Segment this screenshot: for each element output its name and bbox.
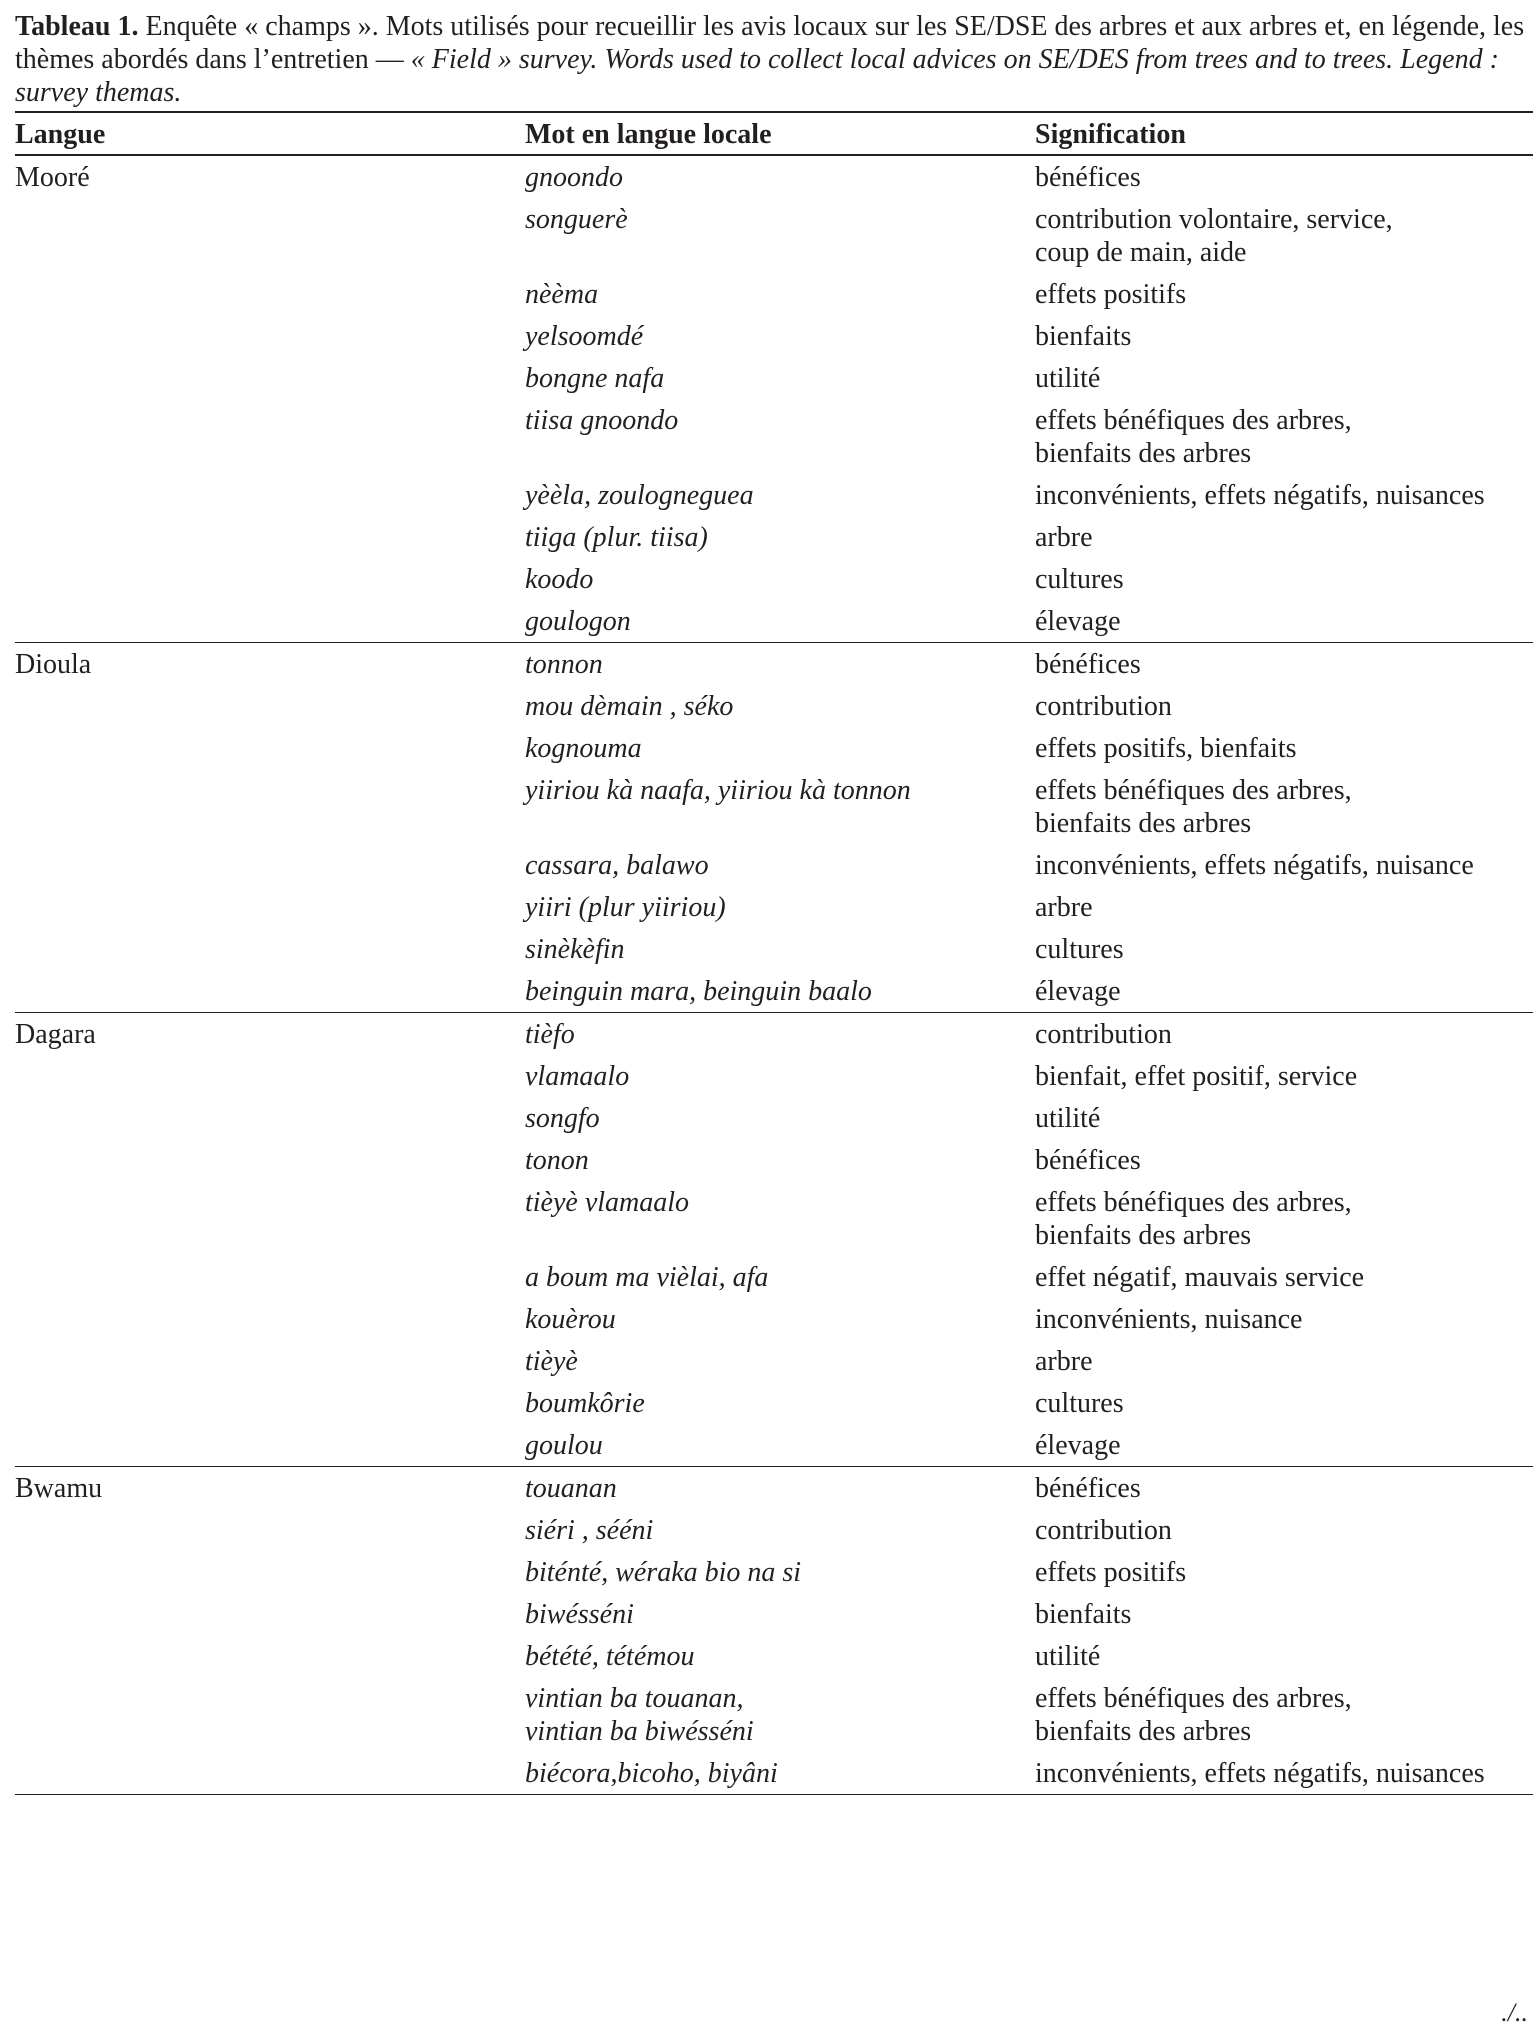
language-cell <box>15 769 525 844</box>
table-row <box>15 1340 1533 1382</box>
meaning-cell: effets bénéfiques des arbres, bienfaits des arbres <box>1035 1683 1352 1747</box>
meaning-cell: effets positifs <box>1035 279 1187 310</box>
language-cell <box>15 1055 525 1097</box>
table-row <box>15 1055 1533 1097</box>
table-row <box>15 474 1533 516</box>
meaning-cell: contribution volontaire, service, coup de main, aide <box>1035 204 1393 268</box>
language-cell: Mooré <box>15 162 90 193</box>
caption-text-en: « Field » survey. Words used to collect local advices on SE/DES from trees and to trees. Legend : survey themas. <box>15 44 1499 108</box>
meaning-cell: inconvénients, effets négatifs, nuisances <box>1035 1752 1533 1795</box>
meaning-cell: bénéfices <box>1035 1467 1533 1510</box>
table-row <box>15 1298 1533 1340</box>
meaning-cell: effets bénéfiques des arbres, bienfaits des arbres <box>1035 1187 1352 1251</box>
language-cell: Bwamu <box>15 1467 525 1510</box>
language-cell <box>15 1382 525 1424</box>
table-row <box>15 558 1533 600</box>
meaning-cell: élevage <box>1035 976 1121 1007</box>
table-row <box>15 198 1533 273</box>
meaning-cell: effet négatif, mauvais service <box>1035 1262 1365 1293</box>
table-row <box>15 1677 1533 1752</box>
local-word-cell: kognouma <box>525 733 642 764</box>
language-cell <box>15 928 525 970</box>
document-page <box>15 10 1535 1795</box>
header-meaning: Signification <box>1035 112 1533 155</box>
local-word-cell: tièyè vlamaalo <box>525 1187 690 1218</box>
meaning-cell: effets bénéfiques des arbres, bienfaits des arbres <box>1035 405 1352 469</box>
local-word-cell: a boum ma vièlai, afa <box>525 1262 769 1293</box>
local-word-cell: boumkôrie <box>525 1388 645 1419</box>
table-row <box>15 1382 1533 1424</box>
header-language: Langue <box>15 112 525 155</box>
meaning-cell: cultures <box>1035 1388 1124 1419</box>
table-row <box>15 1551 1533 1593</box>
local-word-cell: biécora,bicoho, biyâni <box>525 1752 1035 1795</box>
table-row <box>15 1752 1533 1795</box>
meaning-cell: bienfaits <box>1035 321 1132 352</box>
local-word-cell: vlamaalo <box>525 1061 630 1092</box>
language-cell <box>15 1593 525 1635</box>
local-word-cell: tièyè <box>525 1346 578 1377</box>
meaning-cell: bénéfices <box>1035 162 1141 193</box>
meaning-cell: cultures <box>1035 934 1124 965</box>
table-row <box>15 315 1533 357</box>
local-word-cell: beinguin mara, beinguin baalo <box>525 976 872 1007</box>
language-cell <box>15 1181 525 1256</box>
meaning-cell: utilité <box>1035 1641 1101 1672</box>
local-word-cell: touanan <box>525 1467 1035 1510</box>
local-word-cell: gnoondo <box>525 162 623 193</box>
table-row <box>15 1509 1533 1551</box>
local-word-cell: yiiriou kà naafa, yiiriou kà tonnon <box>525 775 911 806</box>
table-row <box>15 357 1533 399</box>
local-word-cell: sinèkèfin <box>525 934 625 965</box>
language-cell <box>15 600 525 643</box>
local-word-cell: cassara, balawo <box>525 850 709 881</box>
caption-label: Tableau 1. <box>15 11 139 42</box>
local-word-cell: tiiga (plur. tiisa) <box>525 522 708 553</box>
local-word-cell: yiiri (plur yiiriou) <box>525 892 726 923</box>
table-row <box>15 1635 1533 1677</box>
table-caption <box>15 10 1525 109</box>
local-word-cell: biwésséni <box>525 1599 634 1630</box>
table-row <box>15 1467 1533 1510</box>
meaning-cell: bénéfices <box>1035 643 1533 686</box>
table-row <box>15 685 1533 727</box>
table-row <box>15 1013 1533 1056</box>
table-row <box>15 769 1533 844</box>
table-row <box>15 886 1533 928</box>
local-word-cell: goulogon <box>525 606 631 637</box>
meaning-cell: inconvénients, effets négatifs, nuisance <box>1035 850 1474 881</box>
language-cell <box>15 558 525 600</box>
language-cell <box>15 1677 525 1752</box>
local-word-cell: yèèla, zoulogneguea <box>525 480 754 511</box>
table-row <box>15 516 1533 558</box>
local-word-cell: kouèrou <box>525 1304 616 1335</box>
table-row <box>15 727 1533 769</box>
meaning-cell: bienfait, effet positif, service <box>1035 1061 1358 1092</box>
language-cell <box>15 198 525 273</box>
local-word-cell: vintian ba touanan, vintian ba biwésséni <box>525 1683 754 1747</box>
language-cell <box>15 1551 525 1593</box>
table-row <box>15 155 1533 198</box>
header-local-word: Mot en langue locale <box>525 112 1035 155</box>
local-word-cell: yelsoomdé <box>525 321 644 352</box>
table-row <box>15 1181 1533 1256</box>
language-cell <box>15 1509 525 1551</box>
language-cell <box>15 1424 525 1467</box>
language-cell <box>15 970 525 1013</box>
table-row <box>15 928 1533 970</box>
language-cell <box>15 1635 525 1677</box>
language-cell <box>15 1340 525 1382</box>
language-cell: Dagara <box>15 1013 525 1056</box>
language-cell <box>15 516 525 558</box>
local-word-cell: goulou <box>525 1430 603 1461</box>
language-cell: Dioula <box>15 643 525 686</box>
meaning-cell: contribution <box>1035 691 1172 722</box>
meaning-cell: utilité <box>1035 1103 1101 1134</box>
meaning-cell: arbre <box>1035 892 1093 923</box>
table-row <box>15 643 1533 686</box>
meaning-cell: arbre <box>1035 522 1093 553</box>
meaning-cell: arbre <box>1035 1346 1093 1377</box>
local-word-cell: nèèma <box>525 279 599 310</box>
meaning-cell: bénéfices <box>1035 1145 1141 1176</box>
table-row <box>15 399 1533 474</box>
language-cell <box>15 1097 525 1139</box>
local-word-cell: tièfo <box>525 1013 1035 1056</box>
local-word-cell: songfo <box>525 1103 600 1134</box>
meaning-cell: contribution <box>1035 1013 1533 1056</box>
vocabulary-table <box>15 111 1533 1795</box>
language-cell <box>15 727 525 769</box>
meaning-cell: effets bénéfiques des arbres, bienfaits des arbres <box>1035 775 1352 839</box>
header-row <box>15 112 1533 155</box>
meaning-cell: effets positifs <box>1035 1557 1187 1588</box>
local-word-cell: bétété, tétémou <box>525 1641 695 1672</box>
continuation-mark: ./.. <box>1501 1998 1528 2027</box>
meaning-cell: bienfaits <box>1035 1599 1132 1630</box>
language-cell <box>15 315 525 357</box>
meaning-cell: contribution <box>1035 1515 1172 1546</box>
caption-text-fr: Enquête « champs ». Mots utilisés pour recueillir les avis locaux sur les SE/DSE des arbres et aux arbres et, en légende, les thèmes abordés dans l’entretien — <box>15 11 1525 75</box>
table-row <box>15 1139 1533 1181</box>
meaning-cell: élevage <box>1035 606 1121 637</box>
meaning-cell: utilité <box>1035 363 1101 394</box>
table-row <box>15 1424 1533 1467</box>
table-row <box>15 600 1533 643</box>
language-cell <box>15 474 525 516</box>
local-word-cell: bongne nafa <box>525 363 665 394</box>
local-word-cell: songuerè <box>525 204 628 235</box>
local-word-cell: koodo <box>525 564 594 595</box>
language-cell <box>15 685 525 727</box>
table-row <box>15 1256 1533 1298</box>
language-cell <box>15 1298 525 1340</box>
meaning-cell: inconvénients, effets négatifs, nuisances <box>1035 480 1485 511</box>
meaning-cell: inconvénients, nuisance <box>1035 1304 1303 1335</box>
meaning-cell: cultures <box>1035 564 1124 595</box>
local-word-cell: tiisa gnoondo <box>525 405 679 436</box>
local-word-cell: biténté, wéraka bio na si <box>525 1557 802 1588</box>
meaning-cell: élevage <box>1035 1430 1121 1461</box>
table-row <box>15 273 1533 315</box>
language-cell <box>15 357 525 399</box>
language-cell <box>15 1139 525 1181</box>
local-word-cell: mou dèmain , séko <box>525 691 734 722</box>
language-cell <box>15 1256 525 1298</box>
language-cell <box>15 844 525 886</box>
table-body <box>15 155 1533 1795</box>
local-word-cell: tonon <box>525 1145 589 1176</box>
language-cell <box>15 273 525 315</box>
table-row <box>15 1593 1533 1635</box>
table-row <box>15 844 1533 886</box>
language-cell <box>15 1752 525 1795</box>
table-row <box>15 1097 1533 1139</box>
table-header <box>15 112 1533 155</box>
local-word-cell: siéri , sééni <box>525 1515 654 1546</box>
language-cell <box>15 886 525 928</box>
meaning-cell: effets positifs, bienfaits <box>1035 733 1297 764</box>
table-row <box>15 970 1533 1013</box>
local-word-cell: tonnon <box>525 643 1035 686</box>
language-cell <box>15 399 525 474</box>
